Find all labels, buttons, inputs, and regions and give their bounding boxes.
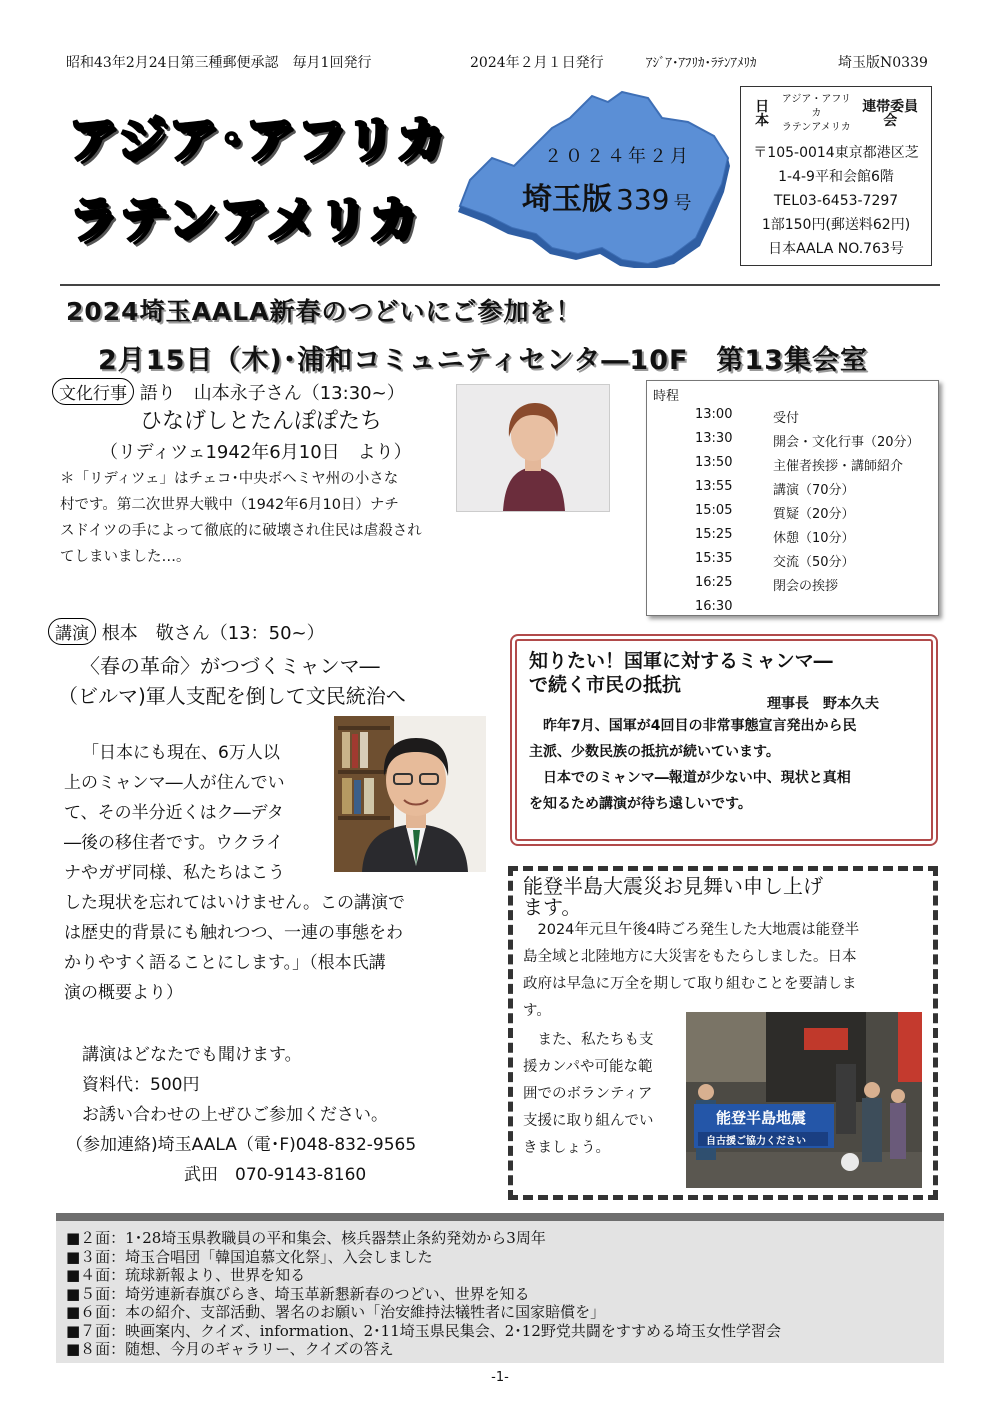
noto-body2-line: 支援に取り組んでい: [523, 1113, 654, 1129]
culture-speaker: 語り 山本永子さん（13:30~）: [139, 383, 405, 404]
lecture-quote-line: ―後の移住者です。ウクライ: [64, 833, 284, 853]
masthead-month: ２０２４年２月: [544, 146, 691, 167]
header-rule: [60, 284, 940, 286]
event-headline: 2024埼玉AALA新春のつどいにご参加を！: [66, 297, 582, 326]
org-name-suffix: 連帯委員会: [862, 99, 919, 129]
contents-item: ■５面：埼労連新春旗びらき、埼玉革新懇新春のつどい、世界を知る: [66, 1284, 530, 1303]
lecture-title-2: （ビルマ)軍人支配を倒して文民統治へ: [58, 684, 406, 708]
contents-item: ■４面：琉球新報より、世界を知る: [66, 1266, 306, 1284]
contents-item: ■７面：映画案内、クイズ、information、2･11埼玉県民集会、2･12野党共闘をすすめる埼玉女性学習会: [66, 1321, 782, 1340]
logo-line-2: ラテンアメリカ: [68, 191, 419, 249]
schedule-event: 休憩（10分）: [773, 531, 855, 546]
lecture-quote-line: した現状を忘れてはいけません。この講演で: [64, 893, 406, 913]
lecture-speaker: 根本 敬さん（13：50~）: [101, 623, 325, 644]
org-tel: TEL03-6453-7297: [773, 193, 899, 209]
schedule-time: 13:30: [695, 431, 733, 446]
lecture-quote-line: 「日本にも現在、6万人以: [82, 743, 280, 763]
schedule-time: 16:30: [695, 599, 733, 614]
masthead-number: 339: [616, 183, 670, 216]
schedule-box: [646, 380, 939, 616]
contents-item: ■８面：随想、今月のギャラリー、クイズの答え: [66, 1340, 394, 1358]
contents-item: ■６面：本の紹介、支部活動、署名のお願い「治安維持法犠牲者に国家賠償を」: [66, 1303, 606, 1321]
org-name-line-2: ラテンアメリカ: [781, 122, 851, 133]
lecture-contact: （参加連絡)埼玉AALA（電･F)048-832-9565: [66, 1135, 417, 1155]
culture-note-line: てしまいました…。: [60, 549, 191, 565]
noto-body2-line: また、私たちも支: [523, 1032, 654, 1048]
culture-note-line: ＊「リディツェ」はチェコ･中央ボヘミヤ州の小さな: [60, 471, 399, 487]
storyteller-photo: [456, 384, 610, 512]
lecture-info-line: お誘い合わせの上ぜひご参加ください。: [82, 1105, 388, 1125]
photo-banner-text: 能登半島地震: [716, 1109, 807, 1127]
lecture-tag: 講演: [48, 618, 96, 645]
lecture-quote-line: は歴史的背景にも触れつつ、一連の事態をわ: [64, 923, 403, 943]
myanmar-title-2: で続く市民の抵抗: [529, 674, 682, 696]
contents-item: ■３面：埼玉合唱団「韓国追慕文化祭」、入会しました: [66, 1247, 433, 1266]
schedule-event: 交流（50分）: [773, 555, 855, 570]
myanmar-body-line: 日本でのミャンマ―報道が少ない中、現状と真相: [529, 770, 851, 786]
contents-item: ■２面：1･28埼玉県教職員の平和集会、核兵器禁止条約発効から3周年: [66, 1229, 546, 1247]
noto-title-2: ます。: [523, 895, 582, 919]
edition-number: 埼玉版N0339: [838, 55, 928, 71]
noto-title-1: 能登半島大震災お見舞い申し上げ: [523, 874, 823, 898]
noto-body2-line: 援カンパや可能な範: [523, 1059, 653, 1075]
org-name-line-1: アジア・アフリカ: [781, 94, 851, 119]
lecture-info: [82, 1040, 388, 1130]
noto-body-line: す。: [523, 1003, 551, 1019]
schedule-time: 15:25: [695, 527, 733, 542]
schedule-time: 15:35: [695, 551, 733, 566]
permit-text: 昭和43年2月24日第三種郵便承認 毎月1回発行: [66, 55, 372, 71]
myanmar-body-line: 昨年7月、国軍が4回目の非常事態宣言発出から民: [529, 718, 857, 734]
schedule-event: 受付: [773, 411, 800, 426]
noto-body2-line: きましょう。: [523, 1140, 610, 1156]
culture-note-line: スドイツの手によって徹底的に破壊され住民は虐殺され: [60, 523, 422, 539]
org-address: 1-4-9平和会館6階: [778, 169, 894, 185]
noto-body-line: 2024年元旦午後4時ごろ発生した大地震は能登半: [523, 922, 860, 938]
fundraising-photo: [686, 1012, 922, 1188]
page-number: -1-: [491, 1370, 509, 1385]
lecture-title-1: 〈春の革命〉がつづくミャンマ―: [80, 654, 380, 678]
schedule-event: 講演（70分）: [773, 483, 855, 498]
myanmar-resistance-box: [510, 634, 938, 846]
masthead-logo: [68, 92, 448, 262]
culture-note: [60, 466, 490, 570]
schedule-time: 15:05: [695, 503, 733, 518]
noto-body-line: 島全域と北陸地方に大災害をもたらしました。日本: [523, 949, 857, 965]
culture-tag: 文化行事: [52, 378, 134, 405]
saitama-map: [452, 88, 732, 268]
culture-source: （リディツェ1942年6月10日 より）: [100, 442, 412, 463]
lecture-quote-line: ナやガザ同様、私たちはこう: [64, 863, 285, 883]
schedule-event: 質疑（20分）: [773, 507, 855, 522]
schedule-time: 13:50: [695, 455, 733, 470]
org-postal: 〒105-0014東京都港区芝: [753, 145, 919, 161]
org-info-box: [740, 86, 932, 266]
lecture-info-line: 講演はどなたでも聞けます。: [82, 1045, 302, 1065]
org-issue: 日本AALA NO.763号: [768, 241, 904, 257]
issue-date: 2024年２月１日発行: [470, 55, 604, 71]
myanmar-body-line: 主派、少数民族の抵抗が続いています。: [529, 744, 780, 760]
noto-body2-line: 囲でのボランティア: [523, 1086, 653, 1102]
lecture-quote-line: 上のミャンマ―人が住んでい: [64, 773, 285, 793]
schedule-time: 16:25: [695, 575, 733, 590]
org-price: 1部150円(郵送料62円): [761, 217, 911, 233]
schedule-time: 13:55: [695, 479, 733, 494]
schedule-event: 閉会の挨拶: [773, 579, 839, 594]
myanmar-title-1: 知りたい！国軍に対するミャンマ―: [529, 650, 833, 672]
culture-title: ひなげしとたんぽぽたち: [140, 409, 383, 434]
masthead-edition: 埼玉版: [522, 182, 612, 217]
lecture-quote-line: かりやすく語ることにします。」（根本氏講: [64, 953, 386, 973]
schedule-time: 13:00: [695, 407, 733, 422]
logo-line-1: アジア･アフリカ: [68, 111, 447, 169]
lecture-info-line: 資料代：500円: [82, 1075, 200, 1095]
schedule-title: 時程: [653, 389, 680, 404]
masthead-number-suffix: 号: [673, 193, 692, 214]
schedule-event: 主催者挨拶・講師紹介: [773, 459, 904, 474]
lecture-quote-line: 演の概要より）: [64, 983, 183, 1003]
photo-banner-subtext: 自古援ご協力ください: [706, 1136, 806, 1147]
schedule-event: 開会・文化行事（20分）: [773, 435, 920, 450]
noto-body-line: 政府は早急に万全を期して取り組むことを要請しま: [523, 976, 857, 992]
culture-note-line: 村です。第二次世界大戦中（1942年6月10日）ナチ: [60, 497, 399, 513]
lecture-contact-2: 武田 070-9143-8160: [184, 1165, 367, 1185]
contents-box: [56, 1213, 944, 1363]
publication-name: ｱｼﾞｱ･ｱﾌﾘｶ･ﾗﾃﾝｱﾒﾘｶ: [646, 56, 757, 71]
org-prefix: 日本: [755, 99, 770, 129]
myanmar-body-line: を知るため講演が待ち遠しいです。: [529, 796, 752, 812]
lecturer-photo: [334, 716, 486, 872]
event-date-venue: 2月15日（木)･浦和コミュニティセンタ―10F 第13集会室: [98, 345, 869, 376]
lecture-quote-line: て、その半分近くはク―デタ: [64, 803, 284, 823]
myanmar-author: 理事長 野本久夫: [767, 696, 879, 712]
